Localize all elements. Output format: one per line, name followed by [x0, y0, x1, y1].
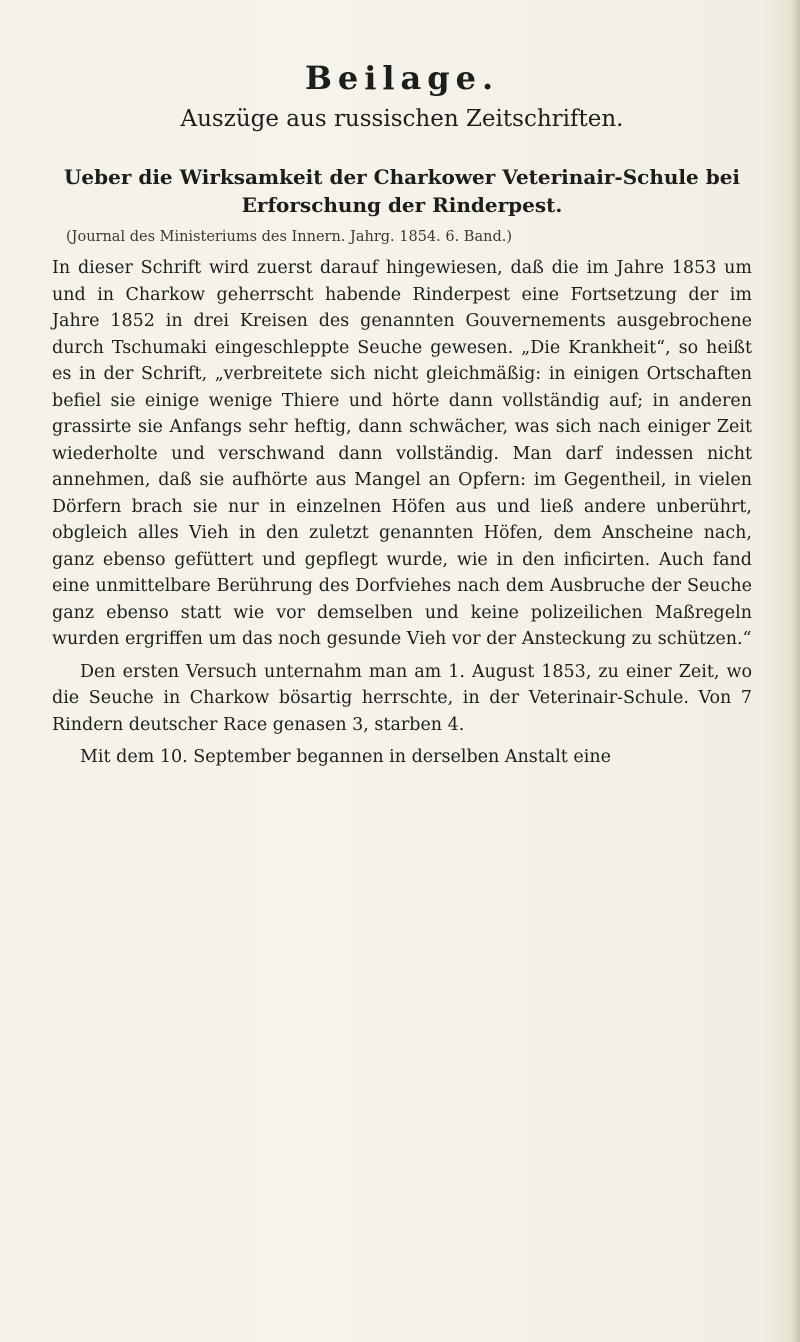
- document-content: [52, 48, 752, 771]
- article-title: [52, 164, 752, 219]
- page-subtitle: Auszüge aus russischen Zeitschriften.: [180, 106, 624, 132]
- paragraph-1: In dieser Schrift wird zuerst darauf hingewiesen, daß die im Jahre 1853 um und in Charkow geherrscht habende Rinderpest eine Fortsetzung der im Jahre 1852 in drei Kreisen des genannten Gouvernements ausgebrochene durch Tschumaki eingeschleppte Seuche gewesen. „Die Krankheit“, so heißt es in der Schrift, „verbreitete sich nicht gleichmäßig: in einigen Ortschaften befiel sie einige wenige Thiere und hörte dann vollständig auf; in anderen grassirte sie Anfangs sehr heftig, dann schwächer, was sich nach einiger Zeit wiederholte und verschwand dann vollständig. Man darf indessen nicht annehmen, daß sie aufhörte aus Mangel an Opfern: im Gegentheil, in vielen Dörfern brach sie nur in einzelnen Höfen aus und ließ andere unberührt, obgleich alles Vieh in den zuletzt genannten Höfen, dem Anscheine nach, ganz ebenso gefüttert und gepflegt wurde, wie in den inficirten. Auch fand eine unmittelbare Berührung des Dorfviehes nach dem Ausbruche der Seuche ganz ebenso statt wie vor demselben und keine polizeilichen Maßregeln wurden ergriffen um das noch gesunde Vieh vor der Ansteckung zu schützen.“: [52, 258, 752, 649]
- article-source: (Journal des Ministeriums des Innern. Jahrg. 1854. 6. Band.): [66, 229, 512, 245]
- article-title-line-2: Erforschung der Rinderpest.: [241, 193, 563, 217]
- page-title: Beilage.: [304, 59, 500, 97]
- page-edge-shadow: [790, 0, 800, 1342]
- paragraph-3: Mit dem 10. September begannen in derselben Anstalt eine: [80, 747, 611, 767]
- paragraph-2: Den ersten Versuch unternahm man am 1. August 1853, zu einer Zeit, wo die Seuche in Charkow bösartig herrschte, in der Veterinair-Schule. Von 7 Rindern deutscher Race genasen 3, starben 4.: [52, 661, 752, 735]
- article-body: [52, 255, 752, 771]
- article-title-line-1: Ueber die Wirksamkeit der Charkower Veterinair-Schule bei: [63, 165, 741, 189]
